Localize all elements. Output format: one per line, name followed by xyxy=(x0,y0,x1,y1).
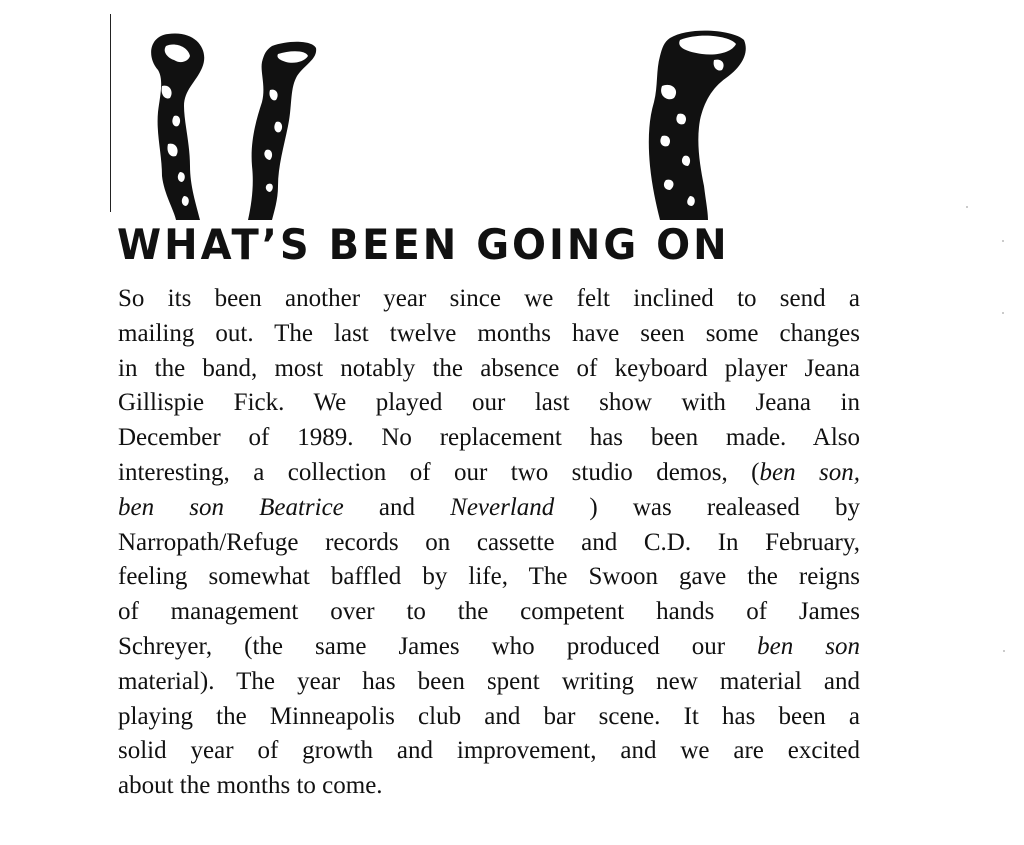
body-text-segment: feeling somewhat baffled by life, The Swoon gave the reigns xyxy=(118,563,860,591)
body-text-segment: mailing out. The last twelve months have seen some changes xyxy=(118,319,860,347)
italic-title-text: ben son Beatrice xyxy=(118,493,344,521)
body-text-segment: about the months to come. xyxy=(118,772,383,800)
scan-speck xyxy=(966,206,968,208)
body-text-segment: Gillispie Fick. We played our last show with Jeana in xyxy=(118,389,860,417)
article-body xyxy=(118,282,860,804)
scan-speck xyxy=(1002,240,1004,242)
paragraph-line xyxy=(118,352,860,387)
left-margin-rule xyxy=(110,14,111,212)
paragraph-line xyxy=(118,526,860,561)
body-text-segment: Narropath/Refuge records on cassette and C.D. In February, xyxy=(118,528,860,556)
body-text-segment: of management over to the competent hands of James xyxy=(118,598,860,626)
pin-middle-icon xyxy=(248,42,316,220)
body-text-segment: interesting, a collection of our two studio demos, ( xyxy=(118,458,760,486)
body-text-segment: ) was realeased by xyxy=(554,493,860,521)
body-text-segment: in the band, most notably the absence of keyboard player Jeana xyxy=(118,354,860,382)
paragraph-line xyxy=(118,560,860,595)
body-text-segment: and xyxy=(343,493,451,521)
paragraph-line xyxy=(118,282,860,317)
paragraph-line xyxy=(118,665,860,700)
section-headline: WHAT’S BEEN GOING ON xyxy=(117,221,730,270)
pin-right-icon xyxy=(649,31,746,220)
body-text-segment: So its been another year since we felt inclined to send a xyxy=(118,285,860,312)
paragraph-line xyxy=(118,421,860,456)
paragraph-line xyxy=(118,456,860,491)
body-text-segment: solid year of growth and improvement, and we are excited xyxy=(118,737,860,765)
pin-left-icon xyxy=(151,33,204,220)
paragraph-line xyxy=(118,734,860,769)
paragraph-line xyxy=(118,491,860,526)
body-text-segment: Schreyer, (the same James who produced our xyxy=(118,632,758,660)
paragraph-line xyxy=(118,317,860,352)
italic-title-text: Neverland xyxy=(450,493,555,521)
body-text-segment: December of 1989. No replacement has been made. Also xyxy=(118,424,860,452)
italic-title-text: ben son xyxy=(757,632,860,660)
paragraph-line xyxy=(118,386,860,421)
bowling-pin-illustration xyxy=(140,26,760,222)
paragraph-line xyxy=(118,595,860,630)
scan-speck xyxy=(1002,312,1004,314)
paragraph-line xyxy=(118,700,860,735)
body-text-segment: material). The year has been spent writing new material and xyxy=(118,667,860,695)
scan-speck xyxy=(1003,650,1005,652)
body-text-segment: playing the Minneapolis club and bar scene. It has been a xyxy=(118,702,860,730)
italic-title-text: ben son, xyxy=(759,458,860,486)
paragraph-line xyxy=(118,769,860,804)
paragraph-line xyxy=(118,630,860,665)
